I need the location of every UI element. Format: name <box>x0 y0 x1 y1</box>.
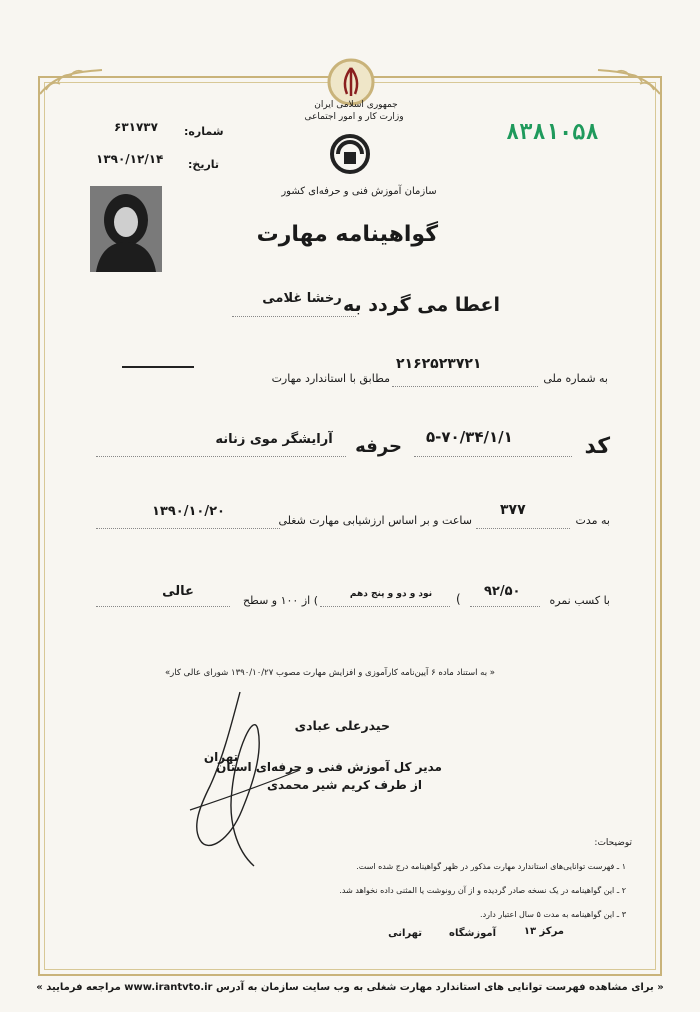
note-item: ۳ ـ این گواهینامه به مدت ۵ سال اعتبار دارد. <box>480 910 626 919</box>
signatory-city: تهران <box>203 750 239 764</box>
note-item: ۱ ـ فهرست توانایی‌های استاندارد مهارت مذکور در ظهر گواهینامه درج شده است. <box>356 862 626 871</box>
duration-text: ساعت و بر اساس ارزشیابی مهارت شغلی <box>278 514 472 527</box>
organization-name: سازمان آموزش فنی و حرفه‌ای کشور <box>281 186 437 197</box>
code-label: کد <box>584 434 610 459</box>
recipient-name: رخشا غلامی <box>262 291 342 306</box>
legal-note: « به استناد ماده ۶ آیین‌نامه کارآموزی و افزایش مهارت مصوب ۱۳۹۰/۱۰/۲۷ شورای عالی کار» <box>164 668 495 678</box>
grade-text: ) از ۱۰۰ و سطح <box>242 594 318 607</box>
institute-city: تهرانی <box>388 928 422 939</box>
code-dotted-line <box>414 456 572 457</box>
redaction-line <box>122 366 194 368</box>
grade-dotted-line <box>470 606 540 607</box>
holder-photo <box>90 186 162 272</box>
profession-label: حرفه <box>355 436 402 457</box>
tvto-logo-icon <box>330 134 370 174</box>
certificate-title: گواهینامه مهارت <box>256 222 438 247</box>
date-value: ۱۳۹۰/۱۲/۱۴ <box>96 152 164 166</box>
words-dotted-line <box>320 606 450 607</box>
grade-label: با کسب نمره <box>549 594 610 607</box>
handwritten-signature <box>170 690 310 870</box>
profession-name: آرایشگر موی زنانه <box>215 432 333 447</box>
note-item: ۲ ـ این گواهینامه در یک نسخه صادر گردیده و از آن رونوشت یا المثنی داده نخواهد شد. <box>339 886 626 895</box>
iran-emblem-icon <box>327 58 375 106</box>
standard-text: مطابق با استاندارد مهارت <box>271 372 390 385</box>
grade-paren-open: ( <box>456 592 461 606</box>
date-label: تاریخ: <box>188 158 220 171</box>
national-id-value: ۲۱۶۲۵۲۳۷۲۱ <box>396 356 482 372</box>
number-label: شماره: <box>184 125 224 138</box>
signatory-name: حیدرعلی عبادی <box>294 718 390 733</box>
level-dotted-line <box>96 606 230 607</box>
website-note: « برای مشاهده فهرست توانایی های استاندارد مهارت شغلی به وب سایت سازمان به آدرس www.irantvto.ir مراجعه فرمایید » <box>36 982 664 993</box>
duration-date: ۱۳۹۰/۱۰/۲۰ <box>152 504 225 519</box>
name-dotted-line <box>232 316 356 317</box>
center-label: مرکز ۱۳ <box>523 926 564 937</box>
profession-dotted-line <box>96 456 346 457</box>
code-value: ۵-۷۰/۳۴/۱/۱ <box>426 428 513 446</box>
signatory-behalf: از طرف کریم شیر محمدی <box>266 778 422 792</box>
institute-label: آموزشگاه <box>449 928 496 939</box>
grade-level: عالی <box>162 584 194 599</box>
ministry-name: وزارت کار و امور اجتماعی <box>304 112 404 122</box>
national-id-label: به شماره ملی <box>543 372 608 385</box>
serial-number: ۸۳۸۱۰۵۸ <box>506 120 599 145</box>
grade-words: نود و دو و پنج دهم <box>349 589 433 599</box>
corner-ornament-right <box>592 64 664 100</box>
date-dotted-line <box>96 528 280 529</box>
signatory-title: مدیر کل آموزش فنی و حرفه‌ای استان <box>216 760 442 774</box>
duration-label: به مدت <box>575 514 610 527</box>
country-name: جمهوری اسلامی ایران <box>314 100 398 110</box>
number-value: ۶۳۱۷۳۷ <box>114 120 158 134</box>
grade-value: ۹۲/۵۰ <box>484 584 521 599</box>
duration-hours: ۳۷۷ <box>500 502 526 518</box>
notes-heading: توضیحات: <box>594 838 632 848</box>
hours-dotted-line <box>476 528 570 529</box>
award-label: اعطا می گردد به <box>343 294 500 316</box>
corner-ornament-left <box>36 64 108 100</box>
id-dotted-line <box>392 386 538 387</box>
